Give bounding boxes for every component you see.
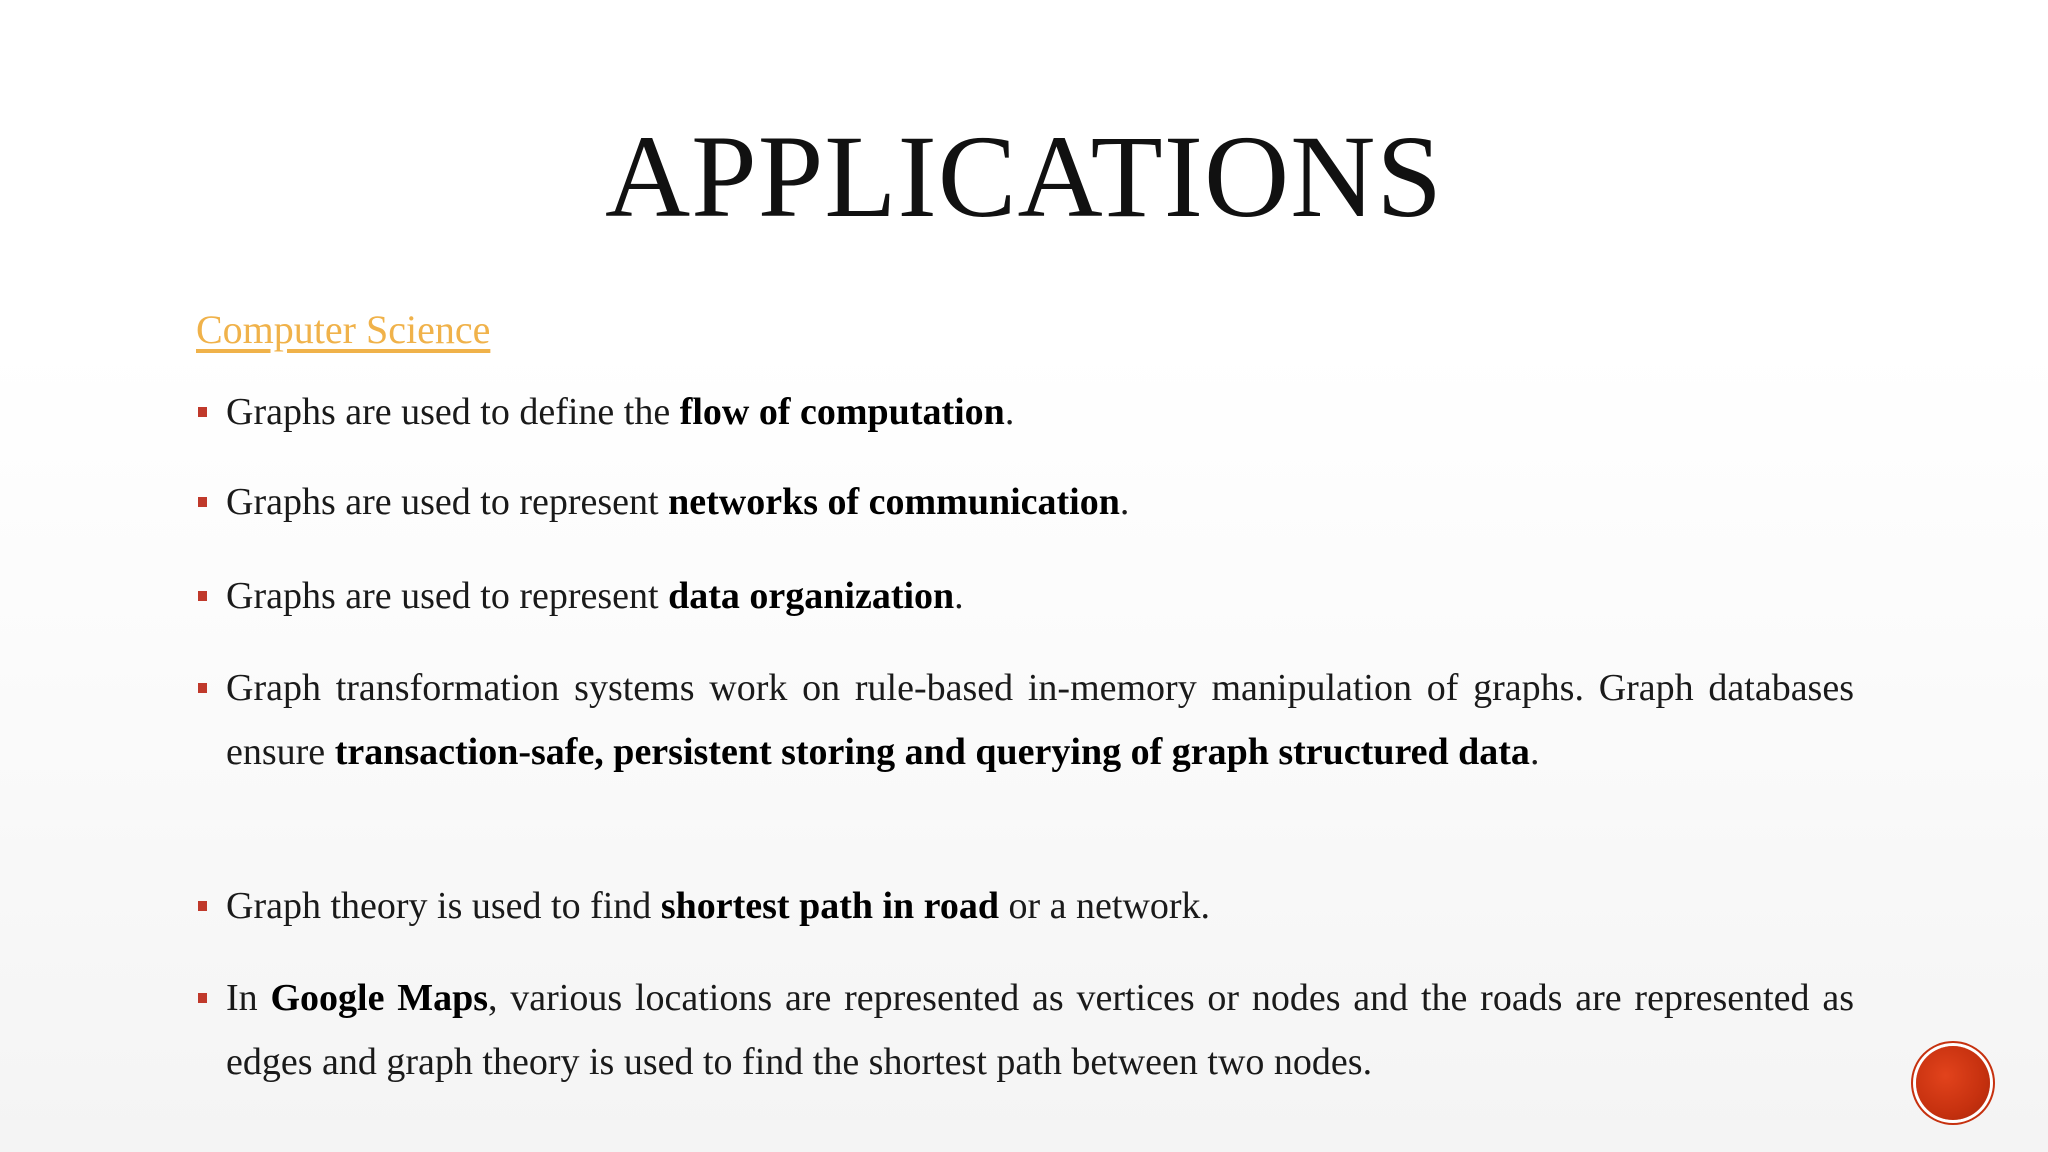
bullet-text: Graphs are used to represent data organization. xyxy=(226,575,964,617)
bullet-text: Graph theory is used to find shortest path in road or a network. xyxy=(226,885,1211,927)
bullet-text: Graph transformation systems work on rule-based in-memory manipulation of graphs. Graph databases ensure transaction-safe, persistent storing and querying of graph structured data. xyxy=(226,667,1854,773)
slide-title: APPLICATIONS xyxy=(604,111,1444,242)
bullet-item xyxy=(196,966,1854,1094)
bullet-text: Graphs are used to represent networks of communication. xyxy=(226,481,1130,523)
bullet-text: Graphs are used to define the flow of computation. xyxy=(226,391,1015,433)
bullet-marker-icon xyxy=(198,683,207,693)
circle-button-icon[interactable] xyxy=(1916,1046,1990,1120)
bullet-marker-icon xyxy=(198,901,207,911)
bullet-item xyxy=(196,656,1854,784)
bullet-marker-icon xyxy=(198,993,207,1003)
bullet-item xyxy=(196,470,1854,534)
section-link-computer-science[interactable]: Computer Science xyxy=(196,307,491,352)
bullet-item xyxy=(196,874,1854,938)
bullet-item xyxy=(196,380,1854,444)
bullet-marker-icon xyxy=(198,591,207,601)
bullet-item xyxy=(196,564,1854,628)
bullet-marker-icon xyxy=(198,407,207,417)
bullet-text: In Google Maps, various locations are represented as vertices or nodes and the roads are represented as edges and graph theory is used to find the shortest path between two nodes. xyxy=(226,977,1854,1083)
bullet-marker-icon xyxy=(198,497,207,507)
